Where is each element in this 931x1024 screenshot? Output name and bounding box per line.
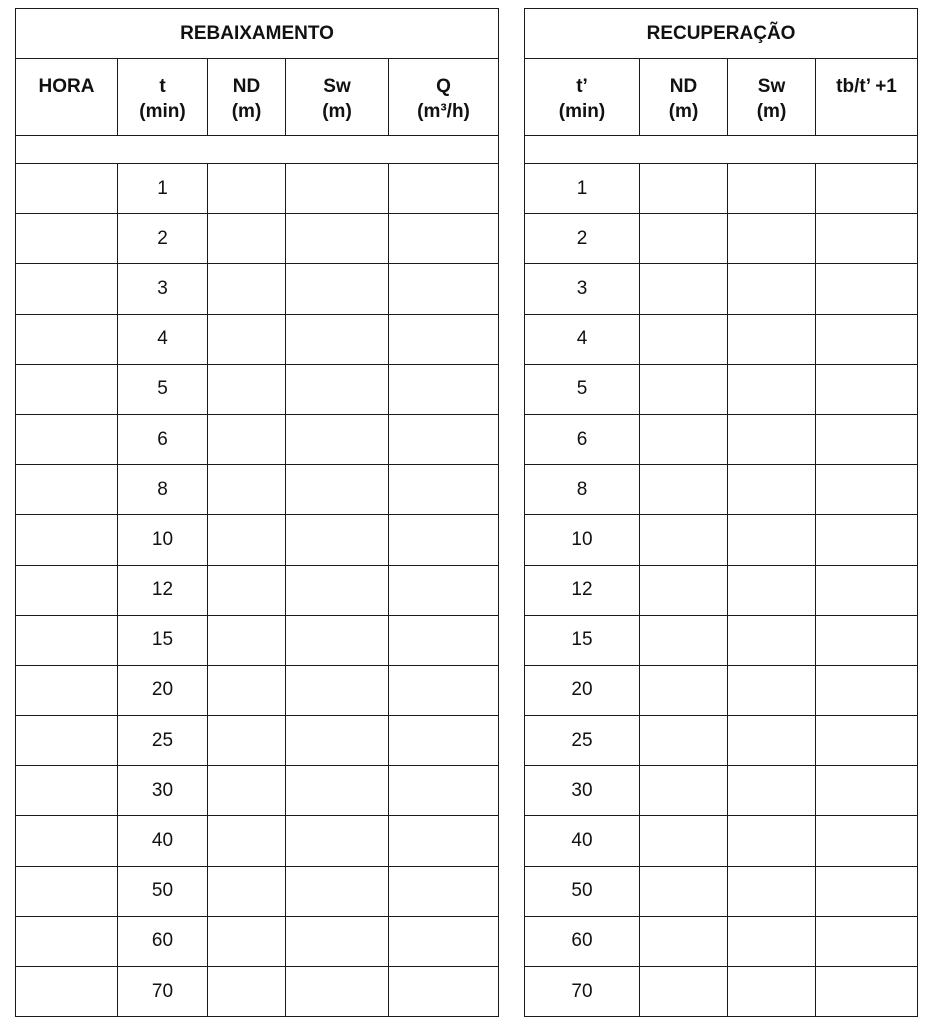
- time-cell: 3: [525, 264, 640, 314]
- time-cell: 70: [525, 967, 640, 1017]
- spacer-row: [525, 136, 918, 164]
- entry-cell[interactable]: [16, 214, 118, 264]
- entry-cell[interactable]: [208, 214, 286, 264]
- table-row: [16, 164, 499, 214]
- time-cell: 30: [118, 766, 208, 816]
- entry-cell[interactable]: [286, 414, 389, 464]
- table-row: [16, 264, 499, 314]
- entry-cell[interactable]: [389, 515, 499, 565]
- time-cell: 60: [525, 916, 640, 966]
- column-header-label: t: [159, 76, 166, 97]
- entry-cell[interactable]: [208, 414, 286, 464]
- entry-cell[interactable]: [389, 465, 499, 515]
- entry-cell[interactable]: [389, 164, 499, 214]
- time-cell: 10: [525, 515, 640, 565]
- entry-cell[interactable]: [208, 515, 286, 565]
- entry-cell[interactable]: [816, 515, 918, 565]
- entry-cell[interactable]: [208, 615, 286, 665]
- table-row: [525, 916, 918, 966]
- entry-cell[interactable]: [16, 665, 118, 715]
- entry-cell[interactable]: [816, 264, 918, 314]
- entry-cell[interactable]: [389, 364, 499, 414]
- entry-cell[interactable]: [16, 766, 118, 816]
- entry-cell[interactable]: [816, 866, 918, 916]
- column-header-unit: (m): [756, 101, 787, 122]
- time-cell: 8: [525, 465, 640, 515]
- entry-cell[interactable]: [16, 515, 118, 565]
- entry-cell[interactable]: [816, 565, 918, 615]
- entry-cell[interactable]: [640, 214, 728, 264]
- entry-cell[interactable]: [640, 414, 728, 464]
- entry-cell[interactable]: [816, 364, 918, 414]
- table-row: [525, 967, 918, 1017]
- entry-cell[interactable]: [728, 766, 816, 816]
- table-row: [16, 816, 499, 866]
- time-cell: 15: [118, 615, 208, 665]
- entry-cell[interactable]: [728, 716, 816, 766]
- entry-cell[interactable]: [816, 214, 918, 264]
- table-row: [16, 214, 499, 264]
- entry-cell[interactable]: [816, 967, 918, 1017]
- entry-cell[interactable]: [16, 264, 118, 314]
- entry-cell[interactable]: [286, 214, 389, 264]
- entry-cell[interactable]: [286, 515, 389, 565]
- entry-cell[interactable]: [16, 164, 118, 214]
- column-header: [816, 59, 918, 136]
- entry-cell[interactable]: [286, 816, 389, 866]
- entry-cell[interactable]: [640, 364, 728, 414]
- entry-cell[interactable]: [816, 665, 918, 715]
- time-cell: 25: [118, 716, 208, 766]
- time-cell: 2: [525, 214, 640, 264]
- column-header-label: tb/t’ +1: [836, 76, 897, 97]
- time-cell: 10: [118, 515, 208, 565]
- time-cell: 12: [525, 565, 640, 615]
- entry-cell[interactable]: [286, 264, 389, 314]
- entry-cell[interactable]: [816, 314, 918, 364]
- time-cell: 25: [525, 716, 640, 766]
- time-cell: 3: [118, 264, 208, 314]
- table-row: [525, 615, 918, 665]
- entry-cell[interactable]: [389, 916, 499, 966]
- table-row: [16, 615, 499, 665]
- entry-cell[interactable]: [286, 916, 389, 966]
- entry-cell[interactable]: [208, 816, 286, 866]
- table-row: [16, 364, 499, 414]
- column-header-label: Sw: [323, 76, 351, 97]
- entry-cell[interactable]: [640, 264, 728, 314]
- time-cell: 1: [118, 164, 208, 214]
- entry-cell[interactable]: [640, 866, 728, 916]
- entry-cell[interactable]: [286, 465, 389, 515]
- entry-cell[interactable]: [816, 816, 918, 866]
- entry-cell[interactable]: [816, 716, 918, 766]
- column-header: [525, 59, 640, 136]
- entry-cell[interactable]: [208, 164, 286, 214]
- column-header-unit: (m): [231, 101, 262, 122]
- table-row: [16, 565, 499, 615]
- table-row: [525, 716, 918, 766]
- entry-cell[interactable]: [286, 615, 389, 665]
- entry-cell[interactable]: [816, 615, 918, 665]
- table-row: [525, 465, 918, 515]
- entry-cell[interactable]: [16, 916, 118, 966]
- column-header: [208, 59, 286, 136]
- entry-cell[interactable]: [16, 314, 118, 364]
- table-row: [525, 866, 918, 916]
- time-cell: 6: [525, 414, 640, 464]
- entry-cell[interactable]: [728, 465, 816, 515]
- time-cell: 30: [525, 766, 640, 816]
- entry-cell[interactable]: [389, 615, 499, 665]
- entry-cell[interactable]: [728, 414, 816, 464]
- column-header-label: HORA: [38, 76, 95, 97]
- entry-cell[interactable]: [389, 414, 499, 464]
- entry-cell[interactable]: [640, 766, 728, 816]
- table-row: [525, 766, 918, 816]
- table-row: [16, 515, 499, 565]
- recuperacao-title: RECUPERAÇÃO: [525, 9, 918, 59]
- table-row: [525, 565, 918, 615]
- time-cell: 5: [525, 364, 640, 414]
- entry-cell[interactable]: [208, 716, 286, 766]
- time-cell: 1: [525, 164, 640, 214]
- column-header-unit: (min): [558, 101, 606, 122]
- table-row: [525, 364, 918, 414]
- table-row: [16, 465, 499, 515]
- entry-cell[interactable]: [286, 565, 389, 615]
- entry-cell[interactable]: [389, 866, 499, 916]
- time-cell: 20: [118, 665, 208, 715]
- time-cell: 4: [118, 314, 208, 364]
- table-row: [16, 766, 499, 816]
- entry-cell[interactable]: [728, 665, 816, 715]
- entry-cell[interactable]: [389, 665, 499, 715]
- entry-cell[interactable]: [16, 565, 118, 615]
- entry-cell[interactable]: [286, 364, 389, 414]
- time-cell: 5: [118, 364, 208, 414]
- column-header-label: Q: [436, 76, 451, 97]
- entry-cell[interactable]: [640, 565, 728, 615]
- column-header-label: ND: [669, 76, 698, 97]
- entry-cell[interactable]: [208, 866, 286, 916]
- table-row: [525, 314, 918, 364]
- rebaixamento-title: REBAIXAMENTO: [16, 9, 499, 59]
- column-header-unit: (m³/h): [417, 101, 470, 122]
- entry-cell[interactable]: [728, 164, 816, 214]
- entry-cell[interactable]: [640, 615, 728, 665]
- table-row: [16, 665, 499, 715]
- table-row: [525, 214, 918, 264]
- entry-cell[interactable]: [286, 967, 389, 1017]
- time-cell: 15: [525, 615, 640, 665]
- entry-cell[interactable]: [16, 816, 118, 866]
- entry-cell[interactable]: [389, 967, 499, 1017]
- table-row: [16, 967, 499, 1017]
- entry-cell[interactable]: [208, 314, 286, 364]
- column-header: [16, 59, 118, 136]
- entry-cell[interactable]: [640, 816, 728, 866]
- time-cell: 2: [118, 214, 208, 264]
- time-cell: 6: [118, 414, 208, 464]
- column-header: [286, 59, 389, 136]
- entry-cell[interactable]: [16, 364, 118, 414]
- entry-cell[interactable]: [640, 665, 728, 715]
- rebaixamento-table: [15, 8, 499, 1017]
- entry-cell[interactable]: [640, 465, 728, 515]
- table-row: [525, 264, 918, 314]
- entry-cell[interactable]: [286, 866, 389, 916]
- time-cell: 8: [118, 465, 208, 515]
- entry-cell[interactable]: [286, 766, 389, 816]
- entry-cell[interactable]: [816, 465, 918, 515]
- entry-cell[interactable]: [816, 414, 918, 464]
- time-cell: 50: [525, 866, 640, 916]
- table-row: [16, 414, 499, 464]
- entry-cell[interactable]: [16, 615, 118, 665]
- entry-cell[interactable]: [728, 615, 816, 665]
- entry-cell[interactable]: [640, 164, 728, 214]
- entry-cell[interactable]: [816, 916, 918, 966]
- entry-cell[interactable]: [728, 916, 816, 966]
- entry-cell[interactable]: [728, 816, 816, 866]
- time-cell: 12: [118, 565, 208, 615]
- entry-cell[interactable]: [208, 364, 286, 414]
- entry-cell[interactable]: [208, 565, 286, 615]
- entry-cell[interactable]: [286, 716, 389, 766]
- entry-cell[interactable]: [389, 766, 499, 816]
- time-cell: 40: [525, 816, 640, 866]
- entry-cell[interactable]: [816, 766, 918, 816]
- column-header-unit: (m): [322, 101, 352, 122]
- column-header-label: Sw: [757, 76, 786, 97]
- table-row: [525, 414, 918, 464]
- entry-cell[interactable]: [728, 866, 816, 916]
- entry-cell[interactable]: [640, 716, 728, 766]
- table-row: [525, 665, 918, 715]
- table-row: [16, 916, 499, 966]
- table-row: [16, 866, 499, 916]
- entry-cell[interactable]: [16, 465, 118, 515]
- entry-cell[interactable]: [640, 916, 728, 966]
- entry-cell[interactable]: [640, 967, 728, 1017]
- entry-cell[interactable]: [16, 414, 118, 464]
- entry-cell[interactable]: [208, 766, 286, 816]
- entry-cell[interactable]: [389, 264, 499, 314]
- entry-cell[interactable]: [208, 465, 286, 515]
- column-header: [640, 59, 728, 136]
- entry-cell[interactable]: [208, 264, 286, 314]
- entry-cell[interactable]: [389, 214, 499, 264]
- entry-cell[interactable]: [208, 967, 286, 1017]
- entry-cell[interactable]: [16, 716, 118, 766]
- entry-cell[interactable]: [286, 314, 389, 364]
- spacer-row: [16, 136, 499, 164]
- table-row: [16, 314, 499, 364]
- column-header-label: t’: [576, 76, 588, 97]
- time-cell: 60: [118, 916, 208, 966]
- column-header: [728, 59, 816, 136]
- entry-cell[interactable]: [728, 565, 816, 615]
- column-header-unit: (m): [668, 101, 699, 122]
- column-header-label: ND: [232, 76, 261, 97]
- time-cell: 70: [118, 967, 208, 1017]
- entry-cell[interactable]: [16, 866, 118, 916]
- entry-cell[interactable]: [640, 515, 728, 565]
- entry-cell[interactable]: [389, 565, 499, 615]
- entry-cell[interactable]: [640, 314, 728, 364]
- time-cell: 20: [525, 665, 640, 715]
- table-row: [525, 515, 918, 565]
- column-header-unit: (min): [139, 101, 186, 122]
- entry-cell[interactable]: [728, 515, 816, 565]
- table-row: [525, 816, 918, 866]
- table-row: [16, 716, 499, 766]
- column-header: [389, 59, 499, 136]
- time-cell: 4: [525, 314, 640, 364]
- column-header: [118, 59, 208, 136]
- entry-cell[interactable]: [286, 665, 389, 715]
- entry-cell[interactable]: [208, 916, 286, 966]
- time-cell: 50: [118, 866, 208, 916]
- entry-cell[interactable]: [728, 967, 816, 1017]
- entry-cell[interactable]: [389, 314, 499, 364]
- entry-cell[interactable]: [728, 264, 816, 314]
- entry-cell[interactable]: [286, 164, 389, 214]
- recuperacao-table: [524, 8, 918, 1017]
- entry-cell[interactable]: [728, 314, 816, 364]
- table-row: [525, 164, 918, 214]
- entry-cell[interactable]: [728, 364, 816, 414]
- entry-cell[interactable]: [816, 164, 918, 214]
- entry-cell[interactable]: [208, 665, 286, 715]
- entry-cell[interactable]: [389, 716, 499, 766]
- entry-cell[interactable]: [16, 967, 118, 1017]
- entry-cell[interactable]: [389, 816, 499, 866]
- entry-cell[interactable]: [728, 214, 816, 264]
- time-cell: 40: [118, 816, 208, 866]
